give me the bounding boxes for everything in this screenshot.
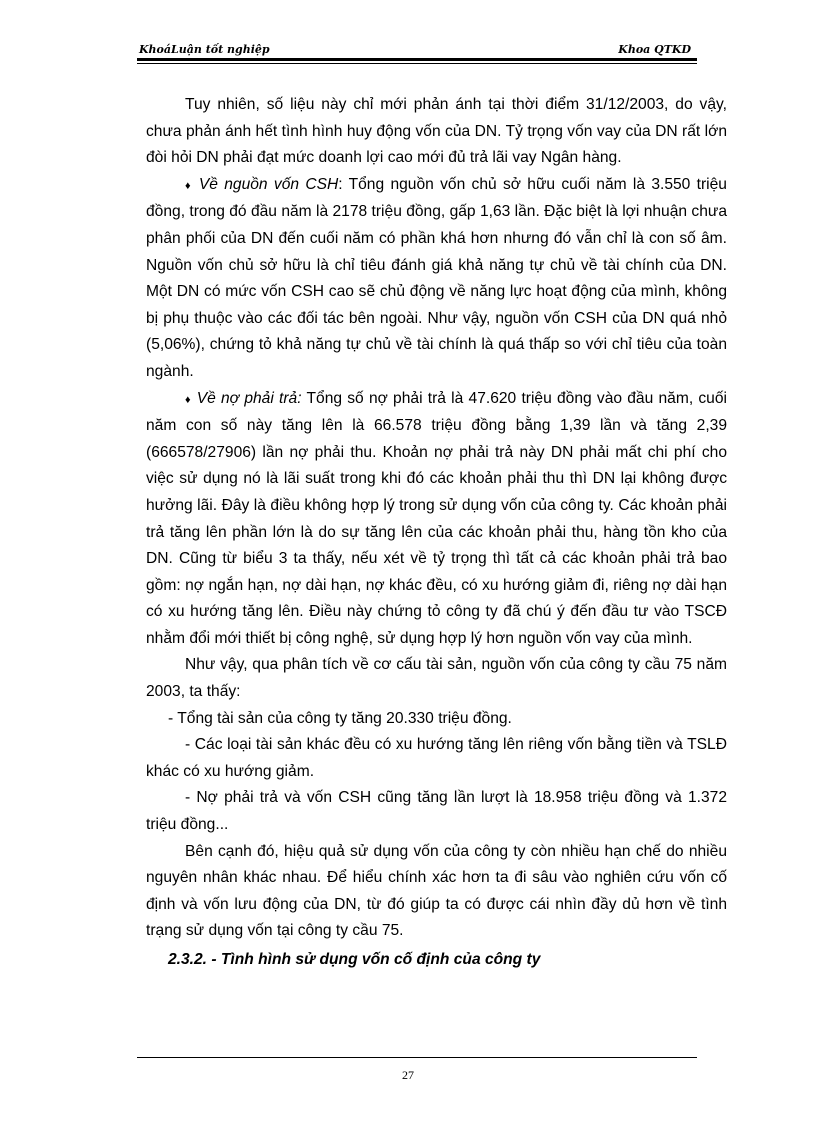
summary-item-total-assets: - Tổng tài sản của công ty tăng 20.330 triệu đồng.	[168, 709, 512, 727]
diamond-bullet-icon: ♦	[185, 179, 193, 192]
section-heading: 2.3.2. - Tình hình sử dụng vốn cố định của công ty	[168, 951, 541, 968]
liabilities-text: Tổng số nợ phải trả là 47.620 triệu đồng vào đầu năm, cuối năm con số này tăng lên là 66.578 triệu đồng bằng 1,39 lần và tăng 2,39 (666578/27906) lần nợ phải thu. Khoản nợ phải trả này DN phải mất chi phí cho việc sử dụng nó là lãi suất trong khi đó các khoản phải thu thì DN lại không được hưởng lãi. Đây là điều không hợp lý trong sử dụng vốn của công ty. Các khoản phải trả tăng lên phần lớn là do sự tăng lên của các khoản phải thu, hàng tồn kho của DN. Cũng từ biểu 3 ta thấy, nếu xét về tỷ trọng thì tất cả các khoản phải trả bao gồm: nợ ngắn hạn, nợ dài hạn, nợ khác đều, có xu hướng giảm đi, riêng nợ dài hạn có xu hướng tăng lên. Điều này chứng tỏ công ty đã chú ý đến đầu tư vào TSCĐ nhằm đổi mới thiết bị công nghệ, sử dụng hợp lý hơn nguồn vốn vay của mình.	[146, 389, 727, 647]
document-body	[146, 92, 727, 974]
header-rule-thick	[137, 58, 697, 61]
header-rule-thin	[137, 63, 697, 64]
diamond-bullet-icon: ♦	[185, 393, 192, 406]
header-right-title: Khoa QTKD	[618, 43, 691, 56]
paragraph-liabilities	[146, 386, 727, 653]
footer-rule	[137, 1057, 697, 1058]
paragraph-1: Tuy nhiên, số liệu này chỉ mới phản ánh tại thời điểm 31/12/2003, do vậy, chưa phản ánh hết tình hình huy động vốn của DN. Tỷ trọng vốn vay của DN rất lớn đòi hỏi DN phải đạt mức doanh lợi cao mới đủ trả lãi vay Ngân hàng.	[146, 96, 727, 167]
equity-lead-text: Về nguồn vốn CSH	[198, 175, 339, 193]
equity-text: : Tổng nguồn vốn chủ sở hữu cuối năm là 3.550 triệu đồng, trong đó đầu năm là 2178 triệu đồng, gấp 1,63 lần. Đặc biệt là lợi nhuận chưa phân phối của DN đến cuối năm có phần khá hơn nhưng đó vẫn chỉ là con số âm. Nguồn vốn chủ sở hữu là chỉ tiêu đánh giá khả năng tự chủ về tài chính của DN. Một DN có mức vốn CSH cao sẽ chủ động về năng lực hoạt động của mình, không bị phụ thuộc vào các đối tác bên ngoài. Như vậy, nguồn vốn CSH của DN quá nhỏ (5,06%), chứng tỏ khả năng tự chủ về tài chính là quá thấp so với chỉ tiêu của toàn ngành.	[146, 175, 727, 380]
summary-item-other-assets: - Các loại tài sản khác đều có xu hướng tăng lên riêng vốn bằng tiền và TSLĐ khác có xu hướng giảm.	[146, 736, 727, 780]
liabilities-lead	[185, 390, 302, 407]
equity-lead	[185, 176, 338, 193]
paragraph-equity	[146, 172, 727, 386]
summary-item-liabilities: - Nợ phải trả và vốn CSH cũng tăng lần lượt là 18.958 triệu đồng và 1.372 triệu đồng...	[146, 789, 727, 834]
liabilities-lead-text: Về nợ phải trả:	[196, 389, 302, 407]
page-number: 27	[402, 1068, 414, 1082]
paragraph-conclusion: Bên cạnh đó, hiệu quả sử dụng vốn của công ty còn nhiều hạn chế do nhiều nguyên nhân khác nhau. Để hiểu chính xác hơn ta đi sâu vào nghiên cứu vốn cố định và vốn lưu động của DN, từ đó giúp ta có được cái nhìn đầy dủ hơn về tình trạng sử dụng vốn tại công ty cầu 75.	[146, 842, 727, 940]
header-left-title: KhoáLuận tốt nghiệp	[139, 43, 270, 56]
paragraph-summary-intro: Như vậy, qua phân tích về cơ cấu tài sản, nguồn vốn của công ty cầu 75 năm 2003, ta thấy:	[146, 656, 727, 701]
page-header	[137, 40, 697, 64]
